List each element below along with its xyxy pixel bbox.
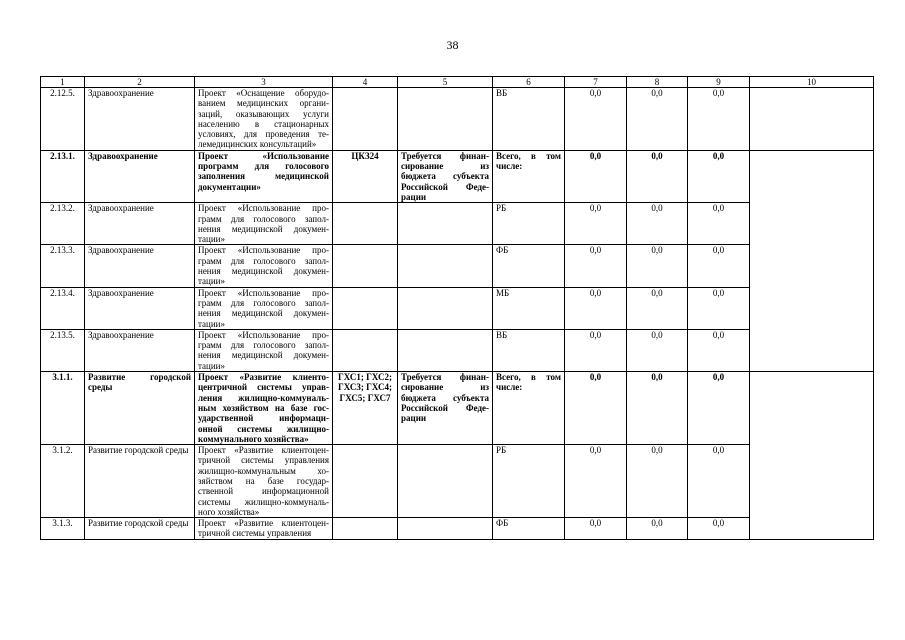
row-source: Всего, в том числе: (493, 372, 565, 445)
row-financing: Требуется финан-сирование из бюджета субъекта Российской Феде-рации (398, 372, 493, 445)
row-note (750, 150, 874, 202)
row-value-col9: 0,0 (688, 518, 750, 540)
row-financing (398, 329, 493, 371)
row-code (333, 445, 398, 518)
row-note (750, 203, 874, 245)
row-value-col7: 0,0 (565, 372, 627, 445)
column-header-6: 6 (493, 77, 565, 88)
row-value-col9: 0,0 (688, 150, 750, 202)
row-note (750, 329, 874, 371)
row-sector: Развитие городской среды (85, 372, 195, 445)
row-value-col7: 0,0 (565, 150, 627, 202)
row-number: 2.13.3. (41, 245, 85, 287)
row-number: 2.13.5. (41, 329, 85, 371)
row-value-col9: 0,0 (688, 372, 750, 445)
row-sector: Здравоохранение (85, 329, 195, 371)
row-project: Проект «Использование про-грамм для голосового запол-нения медицинской докумен-тации» (195, 203, 333, 245)
row-project: Проект «Оснащение оборудо-ванием медицинских органи-заций, оказывающих услуги населению в стационарных условиях, для проведения те-лемедицинских консультаций» (195, 88, 333, 151)
table-row (41, 329, 874, 371)
row-source: ФБ (493, 245, 565, 287)
row-number: 3.1.1. (41, 372, 85, 445)
row-code: ЦКЗ24 (333, 150, 398, 202)
table-row (41, 287, 874, 329)
column-header-3: 3 (195, 77, 333, 88)
row-value-col8: 0,0 (627, 245, 688, 287)
table-row (41, 518, 874, 540)
row-value-col7: 0,0 (565, 445, 627, 518)
column-header-2: 2 (85, 77, 195, 88)
table-row (41, 203, 874, 245)
row-code (333, 329, 398, 371)
row-sector: Развитие городской среды (85, 518, 195, 540)
row-project: Проект «Использование программ для голосового заполнения медицинской документации» (195, 150, 333, 202)
row-code (333, 518, 398, 540)
row-source: РБ (493, 203, 565, 245)
row-code (333, 287, 398, 329)
row-sector: Развитие городской среды (85, 445, 195, 518)
row-value-col9: 0,0 (688, 287, 750, 329)
row-project: Проект «Использование про-грамм для голосового запол-нения медицинской докумен-тации» (195, 287, 333, 329)
column-header-7: 7 (565, 77, 627, 88)
row-value-col9: 0,0 (688, 245, 750, 287)
row-note (750, 245, 874, 287)
row-project: Проект «Использование про-грамм для голосового запол-нения медицинской докумен-тации» (195, 329, 333, 371)
row-value-col9: 0,0 (688, 445, 750, 518)
row-code: ГХС1; ГХС2; ГХС3; ГХС4; ГХС5; ГХС7 (333, 372, 398, 445)
table-row (41, 245, 874, 287)
row-sector: Здравоохранение (85, 88, 195, 151)
row-value-col9: 0,0 (688, 203, 750, 245)
row-financing (398, 203, 493, 245)
row-value-col7: 0,0 (565, 518, 627, 540)
row-sector: Здравоохранение (85, 245, 195, 287)
row-note (750, 372, 874, 445)
row-value-col7: 0,0 (565, 329, 627, 371)
row-value-col8: 0,0 (627, 150, 688, 202)
row-code (333, 203, 398, 245)
row-note (750, 518, 874, 540)
row-value-col8: 0,0 (627, 287, 688, 329)
row-sector: Здравоохранение (85, 287, 195, 329)
row-number: 3.1.3. (41, 518, 85, 540)
row-source: Всего, в том числе: (493, 150, 565, 202)
row-source: ВБ (493, 88, 565, 151)
column-header-8: 8 (627, 77, 688, 88)
table-row (41, 88, 874, 151)
row-project: Проект «Развитие клиентоцен-тричной системы управления (195, 518, 333, 540)
table-row (41, 445, 874, 518)
column-header-1: 1 (41, 77, 85, 88)
row-financing: Требуется финан-сирование из бюджета субъекта Российской Феде-рации (398, 150, 493, 202)
row-code (333, 88, 398, 151)
row-value-col8: 0,0 (627, 329, 688, 371)
row-sector: Здравоохранение (85, 203, 195, 245)
row-source: МБ (493, 287, 565, 329)
row-note (750, 445, 874, 518)
row-note (750, 287, 874, 329)
row-number: 3.1.2. (41, 445, 85, 518)
row-project: Проект «Развитие клиенто-центричной системы управ-ления жилищно-коммуналь-ным хозяйством на базе гос-ударственной информаци-онной системы жилищно-коммунального хозяйства» (195, 372, 333, 445)
row-number: 2.12.5. (41, 88, 85, 151)
row-financing (398, 88, 493, 151)
budget-table (40, 76, 874, 540)
table-row (41, 150, 874, 202)
row-number: 2.13.2. (41, 203, 85, 245)
row-value-col8: 0,0 (627, 518, 688, 540)
row-value-col8: 0,0 (627, 445, 688, 518)
row-note (750, 88, 874, 151)
row-value-col8: 0,0 (627, 88, 688, 151)
row-sector: Здравоохранение (85, 150, 195, 202)
row-code (333, 245, 398, 287)
row-value-col7: 0,0 (565, 287, 627, 329)
row-value-col7: 0,0 (565, 203, 627, 245)
row-number: 2.13.4. (41, 287, 85, 329)
row-project: Проект «Развитие клиентоцен-тричной системы управления жилищно-коммунальным хо-зяйством на базе государ-ственной информационной системы жилищно-коммуналь-ного хозяйства» (195, 445, 333, 518)
row-source: РБ (493, 445, 565, 518)
row-number: 2.13.1. (41, 150, 85, 202)
row-project: Проект «Использование про-грамм для голосового запол-нения медицинской докумен-тации» (195, 245, 333, 287)
row-source: ФБ (493, 518, 565, 540)
column-header-4: 4 (333, 77, 398, 88)
row-financing (398, 445, 493, 518)
row-financing (398, 518, 493, 540)
column-header-10: 10 (750, 77, 874, 88)
row-value-col8: 0,0 (627, 372, 688, 445)
page-number: 38 (446, 38, 459, 52)
column-header-9: 9 (688, 77, 750, 88)
row-value-col7: 0,0 (565, 88, 627, 151)
column-header-5: 5 (398, 77, 493, 88)
row-value-col9: 0,0 (688, 329, 750, 371)
row-value-col7: 0,0 (565, 245, 627, 287)
table-row (41, 372, 874, 445)
row-financing (398, 287, 493, 329)
header-row (41, 77, 874, 88)
row-source: ВБ (493, 329, 565, 371)
row-value-col8: 0,0 (627, 203, 688, 245)
row-value-col9: 0,0 (688, 88, 750, 151)
row-financing (398, 245, 493, 287)
